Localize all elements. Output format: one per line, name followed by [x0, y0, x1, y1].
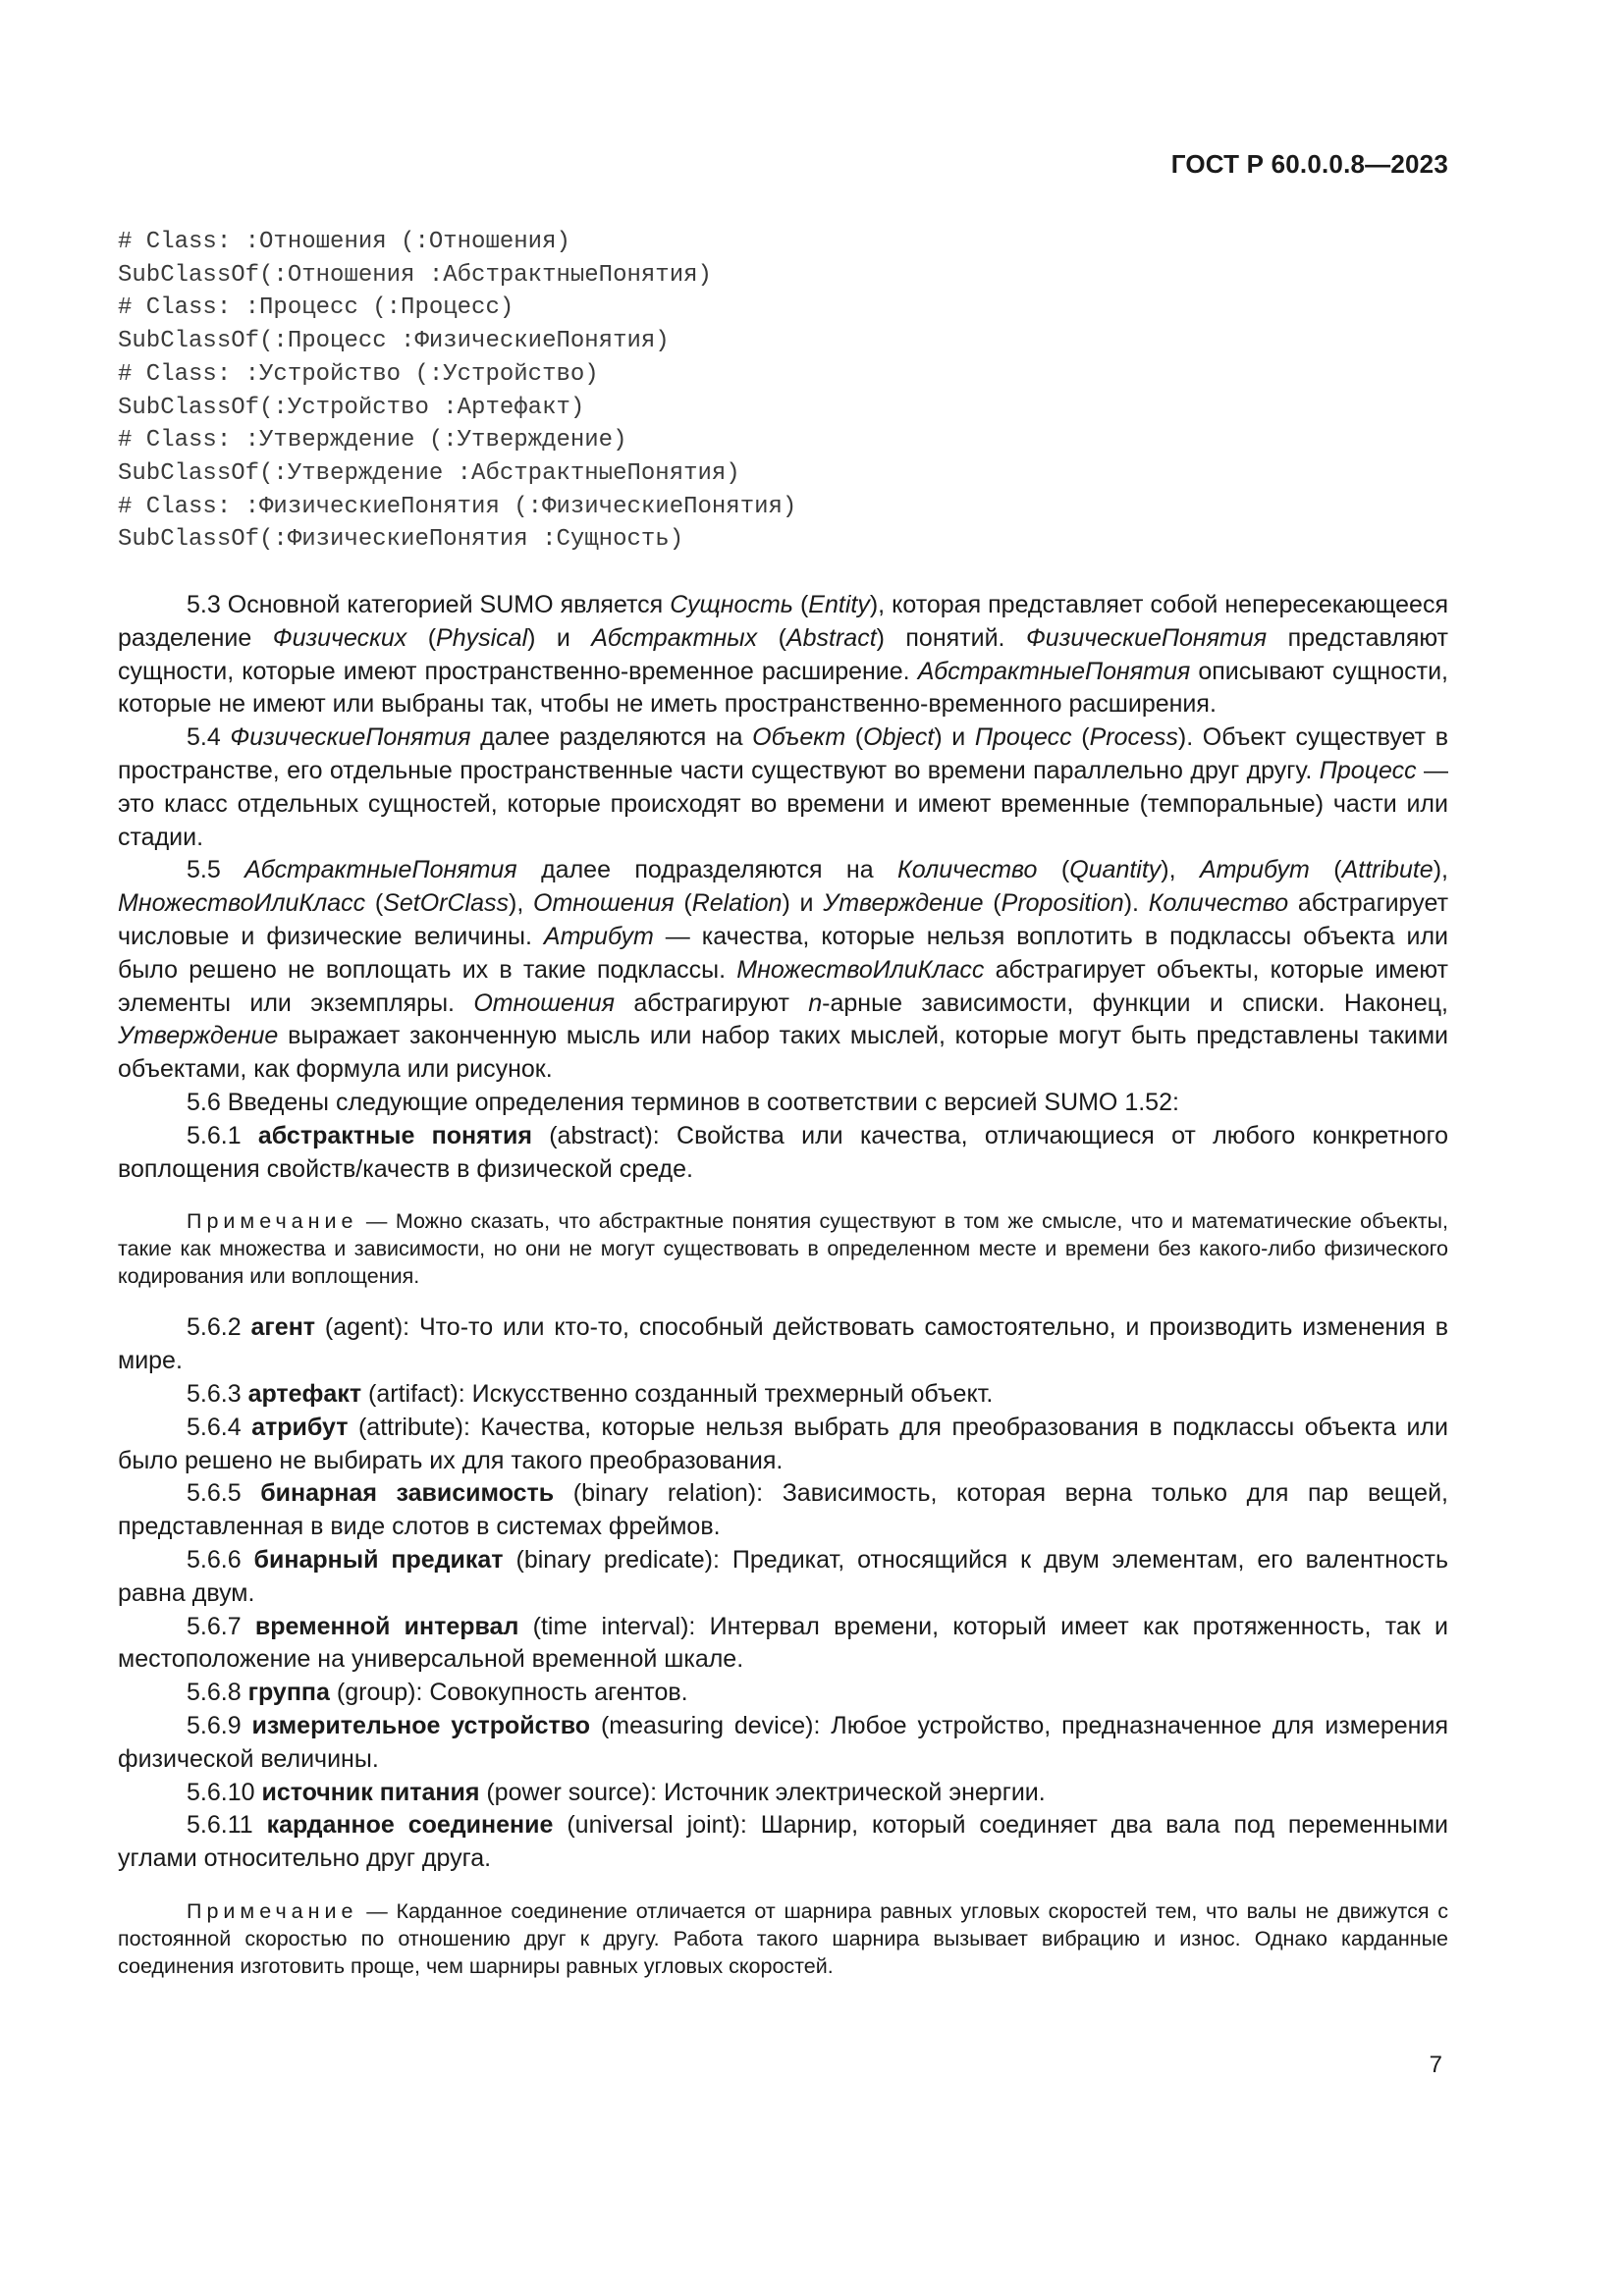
term-5-6-2: 5.6.2 агент (agent): Что-то или кто-то, способный действовать самостоятельно, и производить изменения в мире. [118, 1313, 1448, 1375]
code-line: # Class: :Устройство (:Устройство) [118, 360, 599, 388]
paragraph-5-5: 5.5 АбстрактныеПонятия далее подразделяются на Количество (Quantity), Атрибут (Attribute), МножествоИлиКласс (SetOrClass), Отношения (Relation) и Утверждение (Proposition). Количество абстрагирует числовые и физические величины. Атрибут — качества, которые нельзя воплотить в подклассы объекта или было решено не воплощать их в такие подклассы. МножествоИлиКласс абстрагирует объекты, которые имеют элементы или экземпляры. Отношения абстрагируют n-арные зависимости, функции и списки. Наконец, Утверждение выражает законченную мысль или набор таких мыслей, которые могут быть представлены такими объектами, как формула или рисунок. [118, 856, 1449, 1084]
page-number: 7 [1429, 2052, 1442, 2078]
code-line: SubClassOf(:Утверждение :АбстрактныеПонятия) [118, 459, 740, 487]
code-line: SubClassOf(:ФизическиеПонятия :Сущность) [118, 526, 684, 554]
note-label: Примечание [187, 1209, 358, 1234]
code-line: # Class: :ФизическиеПонятия (:ФизическиеПонятия) [118, 493, 797, 520]
term-5-6-10: 5.6.10 источник питания (power source): Источник электрической энергии. [187, 1778, 1046, 1806]
paragraph-5-3: 5.3 Основной категорией SUMO является Сущность (Entity), которая представляет собой непересекающееся разделение Физических (Physical) и Абстрактных (Abstract) понятий. ФизическиеПонятия представляют сущности, которые имеют пространственно-временное расширение. АбстрактныеПонятия описывают сущности, которые не имеют или выбраны так, чтобы не иметь пространственно-временного расширения. [118, 591, 1449, 719]
term-5-6-1: 5.6.1 абстрактные понятия (abstract): Свойства или качества, отличающиеся от любого конкретного воплощения свойств/качеств в физической среде. [118, 1121, 1448, 1183]
term-5-6-11: 5.6.11 карданное соединение (universal joint): Шарнир, который соединяет два вала под переменными углами относительно друг друга. [118, 1811, 1448, 1873]
code-line: SubClassOf(:Устройство :Артефакт) [118, 394, 585, 421]
code-line: SubClassOf(:Процесс :ФизическиеПонятия) [118, 328, 670, 355]
term-5-6-4: 5.6.4 атрибут (attribute): Качества, которые нельзя выбрать для преобразования в подклассы объекта или было решено не выбирать их для такого преобразования. [118, 1413, 1448, 1474]
note-label: Примечание [187, 1898, 358, 1923]
note-block [118, 1186, 1448, 1311]
note-2: Примечание — Карданное соединение отличается от шарнира равных угловых скоростей тем, что валы не движутся с постоянной скоростью по отношению друг к другу. Работа такого шарнира вызывает вибрацию и износ. Однако карданные соединения изготовить проще, чем шарниры равных угловых скоростей. [118, 1898, 1448, 1978]
term-5-6-9: 5.6.9 измерительное устройство (measuring device): Любое устройство, предназначенное для измерения физической величины. [118, 1711, 1448, 1773]
code-line: # Class: :Процесс (:Процесс) [118, 294, 514, 322]
term-5-6-8: 5.6.8 группа (group): Совокупность агентов. [187, 1679, 688, 1707]
code-line: # Class: :Отношения (:Отношения) [118, 229, 570, 255]
note-1: Примечание — Можно сказать, что абстрактные понятия существуют в том же смысле, что и математические объекты, такие как множества и зависимости, но они не могут существовать в определенном месте и времени без какого-либо физического кодирования или воплощения. [118, 1209, 1448, 1289]
term-5-6-3: 5.6.3 артефакт (artifact): Искусственно созданный трехмерный объект. [187, 1379, 994, 1408]
code-line: SubClassOf(:Отношения :АбстрактныеПонятия) [118, 261, 712, 289]
paragraph-5-4: 5.4 ФизическиеПонятия далее разделяются на Объект (Object) и Процесс (Process). Объект существует в пространстве, его отдельные пространственные части существуют во времени параллельно друг другу. Процесс — это класс отдельных сущностей, которые происходят во времени и имеют временные (темпоральные) части или стадии. [118, 723, 1449, 851]
code-block [118, 226, 1453, 557]
term-5-6-6: 5.6.6 бинарный предикат (binary predicate): Предикат, относящийся к двум элементам, его валентность равна двум. [118, 1545, 1448, 1607]
standard-header: ГОСТ Р 60.0.0.8—2023 [1170, 149, 1448, 179]
document-body [118, 589, 1448, 2002]
paragraph-5-6: 5.6 Введены следующие определения терминов в соответствии с версией SUMO 1.52: [187, 1088, 1179, 1116]
note-block [118, 1876, 1448, 2002]
term-5-6-7: 5.6.7 временной интервал (time interval): Интервал времени, который имеет как протяженность, так и местоположение на универсальной временной шкале. [118, 1612, 1448, 1674]
term-5-6-5: 5.6.5 бинарная зависимость (binary relation): Зависимость, которая верна только для пар вещей, представленная в виде слотов в системах фреймов. [118, 1479, 1448, 1541]
code-line: # Class: :Утверждение (:Утверждение) [118, 427, 627, 454]
